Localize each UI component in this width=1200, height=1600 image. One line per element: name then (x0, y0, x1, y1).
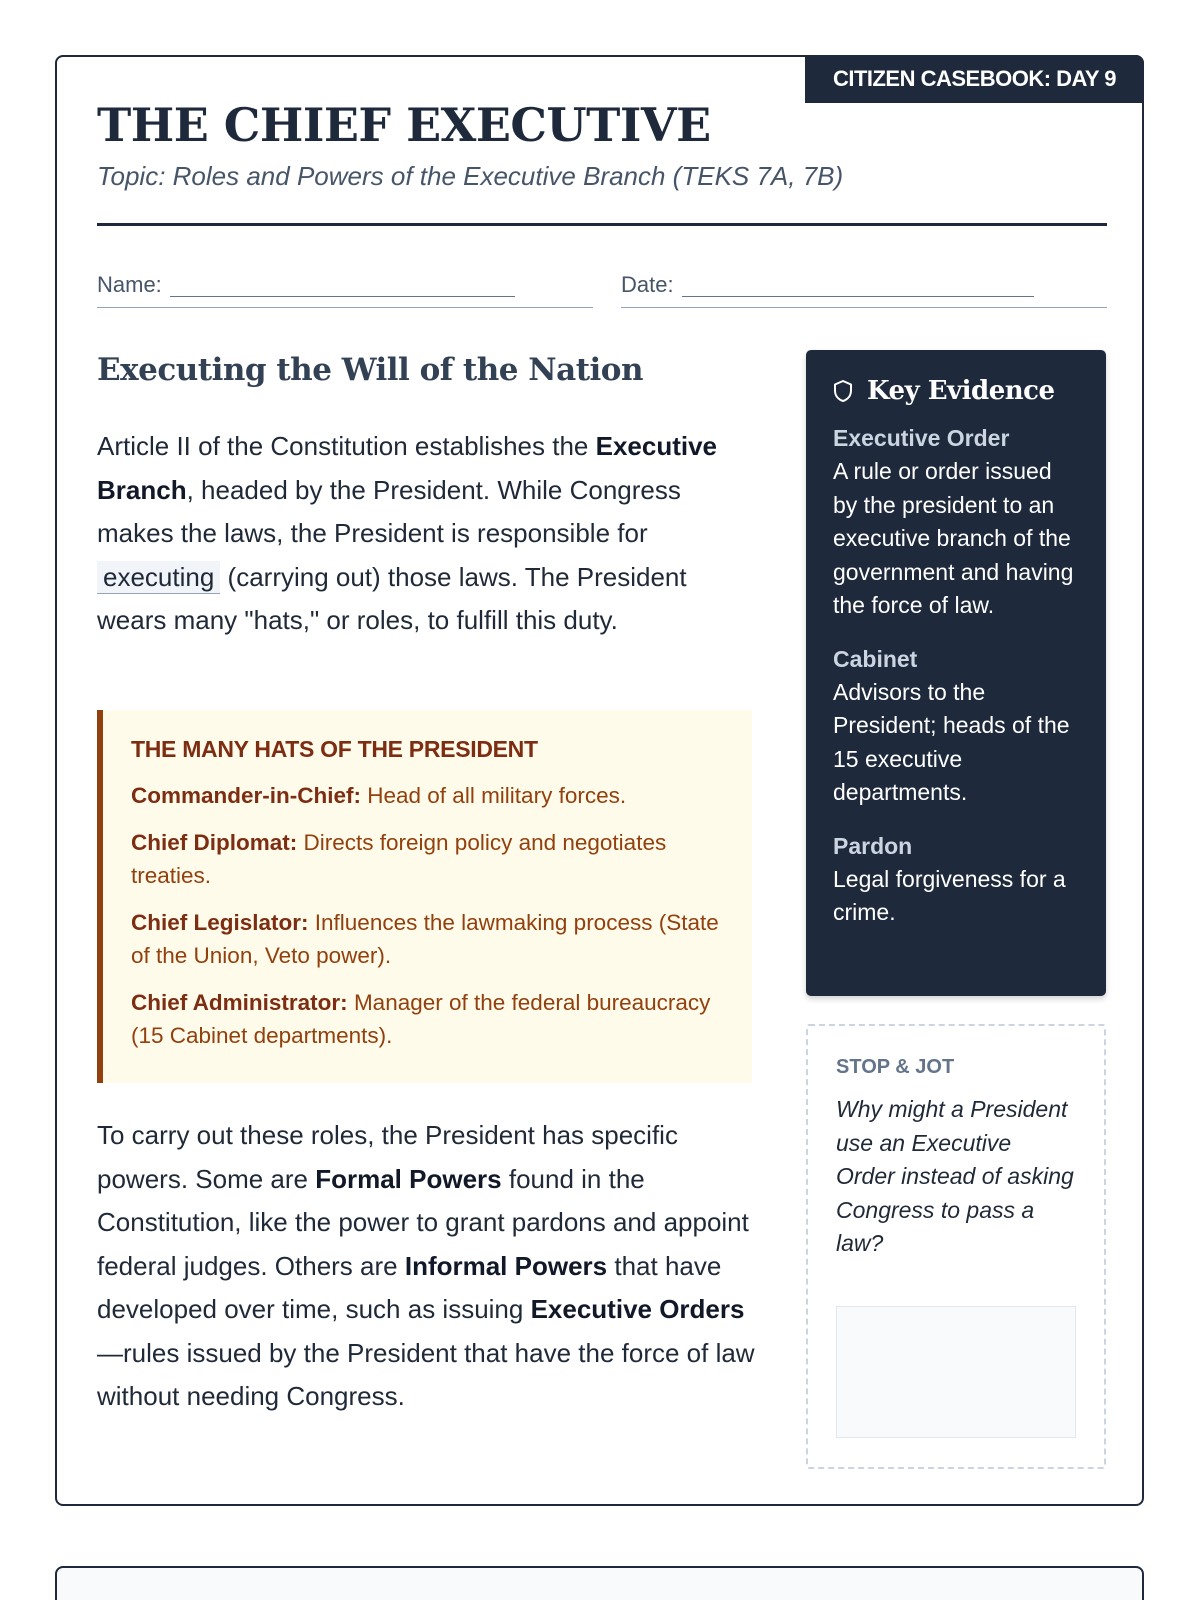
hat-role: Chief Diplomat: (131, 830, 298, 855)
hat-item (131, 986, 732, 1052)
hat-description: Head of all military forces. (361, 783, 627, 808)
hat-description: Manager of the federal bureaucracy (15 Cabinet departments). (131, 990, 711, 1048)
page-subtitle: Topic: Roles and Powers of the Executive Branch (TEKS 7A, 7B) (97, 161, 844, 191)
stop-and-jot-question: Why might a President use an Executive Order instead of asking Congress to pass a law? (836, 1096, 1074, 1256)
powers-paragraph (97, 1114, 757, 1419)
para1-text-2: , headed by the President. While Congress makes the laws, the President is responsible for (97, 474, 681, 548)
key-evidence-panel (806, 350, 1106, 996)
hat-role: Chief Legislator: (131, 910, 309, 935)
date-label: Date: (621, 272, 674, 297)
hat-role: Commander-in-Chief: (131, 783, 361, 808)
title-divider (97, 223, 1107, 226)
evidence-definition: Advisors to the President; heads of the 15 executive departments. (833, 678, 1070, 805)
para1-text-1: Article II of the Constitution establishes the (97, 431, 596, 461)
para2-bold-informal-powers: Informal Powers (404, 1250, 608, 1281)
presidential-hats-box (97, 710, 752, 1083)
section-heading: Executing the Will of the Nation (97, 352, 644, 388)
hat-description: Influences the lawmaking process (State of the Union, Veto power). (131, 910, 719, 968)
para2-text-2: found in the Constitution, like the power to grant pardons and appoint federal judges. Others are (97, 1163, 749, 1281)
evidence-term: Pardon (833, 832, 913, 859)
para1-bold-executive-branch: Executive Branch (97, 431, 718, 505)
name-label: Name: (97, 272, 162, 297)
para2-text-3: that have developed over time, such as issuing (97, 1250, 722, 1324)
evidence-definition: A rule or order issued by the president to an executive branch of the government and having the force of law. (833, 458, 1074, 618)
hat-item (131, 906, 732, 972)
name-field[interactable] (97, 268, 593, 308)
hat-role: Chief Administrator: (131, 990, 348, 1015)
evidence-term: Cabinet (833, 645, 918, 672)
key-evidence-heading (833, 376, 1082, 406)
shield-icon (833, 379, 853, 403)
hat-item (131, 779, 732, 812)
hat-description: Directs foreign policy and negotiates treaties. (131, 830, 667, 888)
para2-text-1: To carry out these roles, the President has specific powers. Some are (97, 1120, 678, 1194)
hat-item (131, 826, 732, 892)
intro-paragraph (97, 425, 757, 643)
evidence-definition: Legal forgiveness for a crime. (833, 865, 1066, 925)
para2-text-4: —rules issued by the President that have the force of law without needing Congress. (97, 1337, 755, 1411)
casebook-day-tag: CITIZEN CASEBOOK: DAY 9 (805, 55, 1144, 103)
vocab-highlight-executing: executing (97, 561, 220, 594)
para1-text-3: (carrying out) those laws. The President wears many "hats," or roles, to fulfill this duty. (97, 561, 687, 635)
evidence-term: Executive Order (833, 425, 1010, 451)
next-worksheet-card (55, 1566, 1144, 1600)
date-blank[interactable] (682, 276, 1034, 297)
jot-answer-area[interactable] (836, 1306, 1076, 1438)
para2-bold-formal-powers: Formal Powers (315, 1163, 502, 1194)
para2-bold-executive-orders: Executive Orders (530, 1294, 745, 1324)
date-field[interactable] (621, 268, 1107, 308)
page-title: THE CHIEF EXECUTIVE (97, 98, 711, 152)
stop-and-jot-box (806, 1024, 1106, 1469)
key-evidence-title: Key Evidence (867, 376, 1055, 406)
hats-title: THE MANY HATS OF THE PRESIDENT (131, 736, 538, 762)
stop-and-jot-label: STOP & JOT (836, 1056, 955, 1078)
name-blank[interactable] (170, 276, 515, 297)
